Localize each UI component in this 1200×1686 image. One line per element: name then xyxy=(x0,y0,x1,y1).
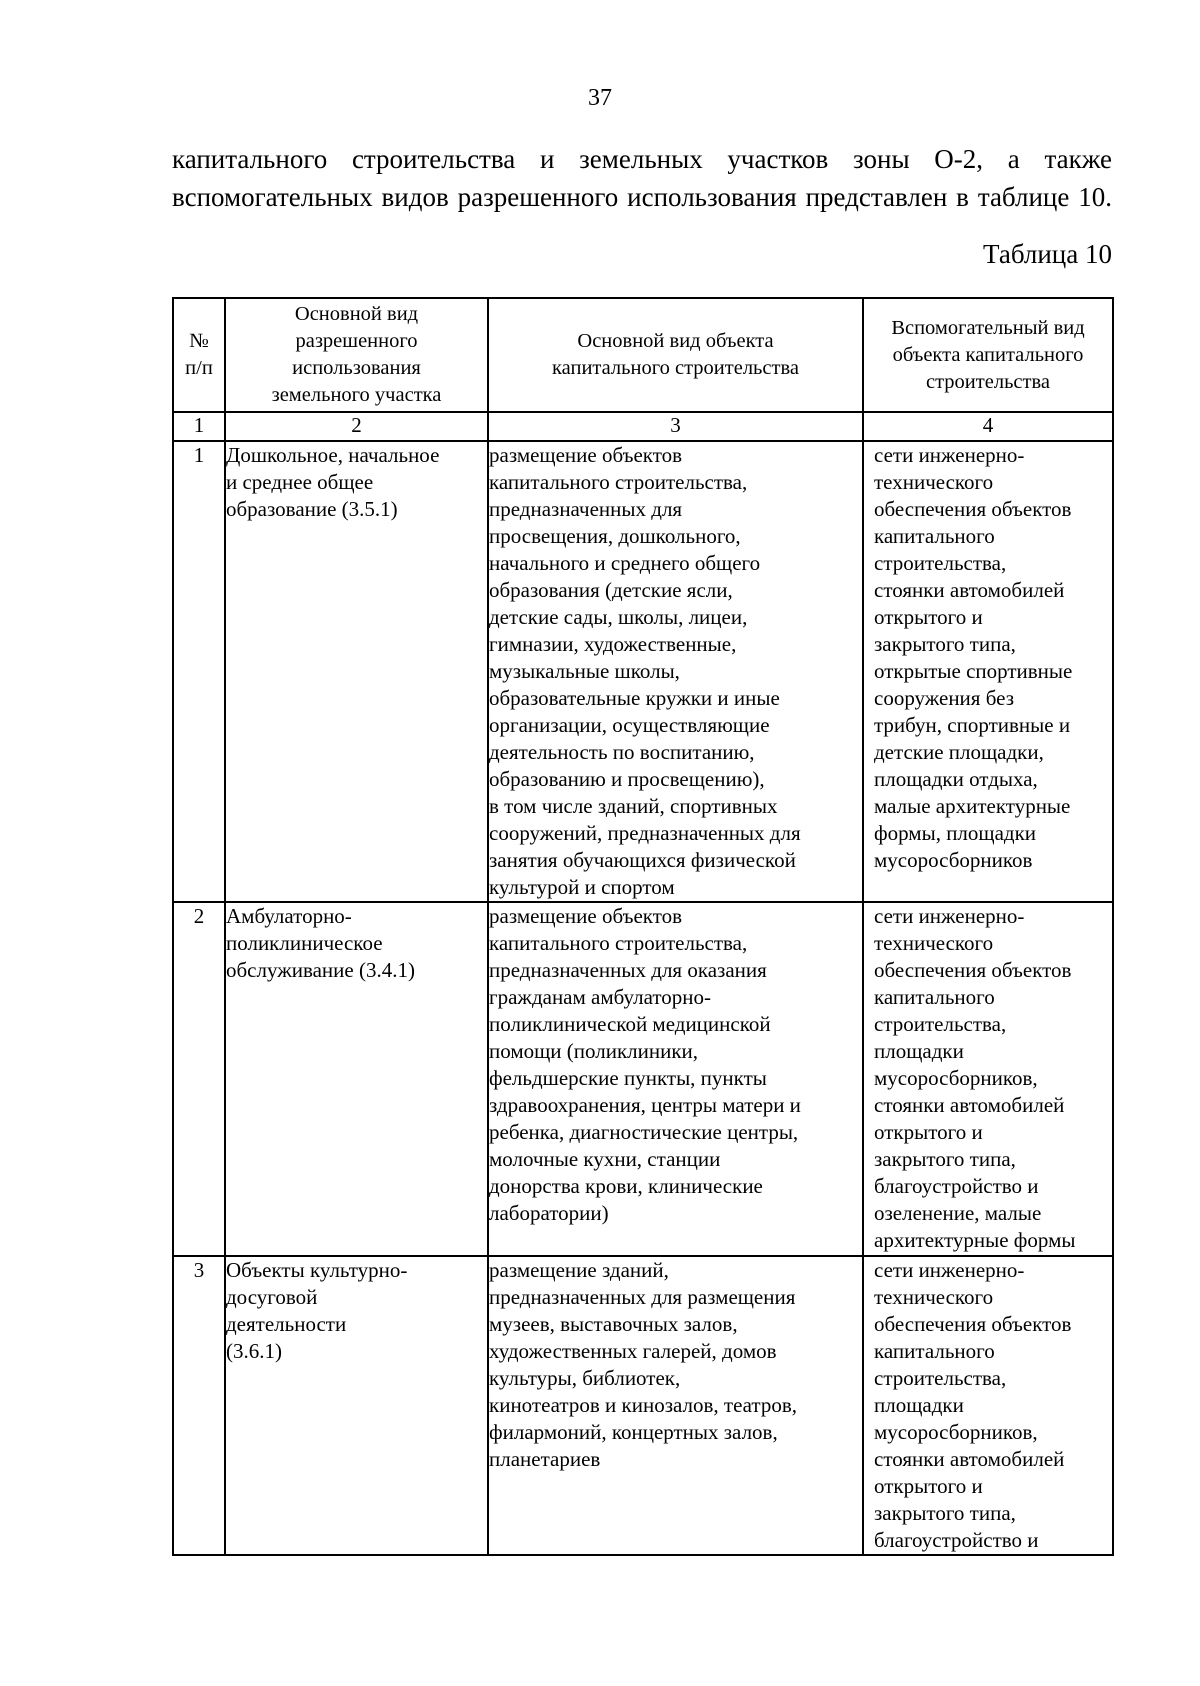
cell-text-line: мусоросборников, xyxy=(874,1420,1038,1444)
cell-text-line: молочные кухни, станции xyxy=(489,1147,721,1171)
cell-text-line: благоустройство и xyxy=(874,1174,1039,1198)
cell-text-line: разрешенного xyxy=(295,330,418,352)
cell-text-line: предназначенных для размещения xyxy=(489,1285,796,1309)
cell-text-line: технического xyxy=(874,470,994,494)
column-number-cell: 1 xyxy=(173,412,225,441)
cell-text-line: использования xyxy=(292,357,421,379)
cell-text-line: гимназии, художественные, xyxy=(489,632,737,656)
cell-text-line: обеспечения объектов xyxy=(874,1312,1072,1336)
cell-text-line: капитального строительства, xyxy=(489,470,748,494)
cell-text-line: открытые спортивные xyxy=(874,659,1073,683)
cell-text-line: размещение объектов xyxy=(489,904,683,928)
cell-text-line: обеспечения объектов xyxy=(874,497,1072,521)
cell-text-line: сети инженерно- xyxy=(874,443,1025,467)
cell-text-line: культурой и спортом xyxy=(489,875,675,899)
main-use-cell xyxy=(225,441,488,902)
cell-text-line: культуры, библиотек, xyxy=(489,1366,681,1390)
column-number-cell: 4 xyxy=(863,412,1113,441)
cell-text-line: размещение зданий, xyxy=(489,1258,669,1282)
cell-text-line: капитального строительства xyxy=(552,357,799,379)
cell-text-line: образование (3.5.1) xyxy=(226,497,398,521)
cell-text-line: Объекты культурно- xyxy=(226,1258,408,1282)
cell-text-line: помощи (поликлиники, xyxy=(489,1039,699,1063)
cell-text-line: трибун, спортивные и xyxy=(874,713,1071,737)
cell-text-line: капитального xyxy=(874,524,995,548)
cell-text-line: капитального xyxy=(874,1339,995,1363)
cell-text-line: сети инженерно- xyxy=(874,1258,1025,1282)
header-cell-number xyxy=(173,298,225,412)
cell-text-line: сооружения без xyxy=(874,686,1014,710)
cell-text-line: Основной вид объекта xyxy=(577,330,774,352)
cell-text-line: занятия обучающихся физической xyxy=(489,848,796,872)
header-cell-auxiliary xyxy=(863,298,1113,412)
cell-text-line: строительства xyxy=(926,370,1050,393)
table-row xyxy=(173,1256,1113,1555)
cell-text-line: технического xyxy=(874,931,994,955)
cell-text-line: объекта капитального xyxy=(892,343,1084,366)
cell-text-line: образованию и просвещению), xyxy=(489,767,765,791)
main-object-cell xyxy=(488,441,863,902)
cell-text-line: открытого и xyxy=(874,1120,983,1144)
cell-text-line: капитального xyxy=(874,985,995,1009)
intro-line: вспомогательных видов разрешенного использования представлен в таблице 10. xyxy=(172,182,1112,212)
cell-text-line: деятельности xyxy=(226,1312,347,1336)
cell-text-line: открытого и xyxy=(874,1474,983,1498)
cell-text-line: кинотеатров и кинозалов, театров, xyxy=(489,1393,798,1417)
cell-text-line: планетариев xyxy=(489,1447,601,1471)
cell-text-line: просвещения, дошкольного, xyxy=(489,524,741,548)
cell-text-line: в том числе зданий, спортивных xyxy=(489,794,778,818)
cell-text-line: площадки отдыха, xyxy=(874,767,1038,791)
main-use-cell xyxy=(225,1256,488,1555)
auxiliary-cell xyxy=(863,902,1113,1256)
cell-text-line: малые архитектурные xyxy=(874,794,1071,818)
cell-text-line: Основной вид xyxy=(294,303,419,325)
cell-text-line: площадки xyxy=(874,1393,964,1417)
intro-paragraph xyxy=(172,140,1112,216)
cell-text-line: донорства крови, клинические xyxy=(489,1174,763,1198)
cell-text-line: Амбулаторно- xyxy=(226,904,352,928)
cell-text-line: формы, площадки xyxy=(874,821,1037,845)
cell-text-line: гражданам амбулаторно- xyxy=(489,985,712,1009)
cell-text-line: п/п xyxy=(185,357,213,379)
main-object-cell xyxy=(488,902,863,1256)
cell-text-line: открытого и xyxy=(874,605,983,629)
cell-text-line: образовательные кружки и иные xyxy=(489,686,780,710)
cell-text-line: Дошкольное, начальное xyxy=(226,443,440,467)
auxiliary-cell xyxy=(863,441,1113,902)
page-number: 37 xyxy=(588,85,612,111)
cell-text-line: фельдшерские пункты, пункты xyxy=(489,1066,767,1090)
cell-text-line: поликлиническое xyxy=(226,931,383,955)
table-row xyxy=(173,902,1113,1256)
cell-text-line: сети инженерно- xyxy=(874,904,1025,928)
cell-text-line: музыкальные школы, xyxy=(489,659,680,683)
cell-text-line: площадки xyxy=(874,1039,964,1063)
row-number-cell: 3 xyxy=(173,1256,225,1555)
cell-text-line: организации, осуществляющие xyxy=(489,713,770,737)
cell-text-line: № xyxy=(189,330,209,352)
main-use-cell xyxy=(225,902,488,1256)
cell-text-line: (3.6.1) xyxy=(226,1339,282,1363)
row-number-cell: 1 xyxy=(173,441,225,902)
cell-text-line: филармоний, концертных залов, xyxy=(489,1420,778,1444)
table-header-row xyxy=(173,298,1113,412)
cell-text-line: обслуживание (3.4.1) xyxy=(226,958,415,982)
cell-text-line: закрытого типа, xyxy=(874,1147,1016,1171)
table-row xyxy=(173,441,1113,902)
header-cell-main-object xyxy=(488,298,863,412)
main-object-cell xyxy=(488,1256,863,1555)
row-number-cell: 2 xyxy=(173,902,225,1256)
cell-text-line: музеев, выставочных залов, xyxy=(489,1312,738,1336)
intro-line: капитального строительства и земельных участков зоны О-2, а также xyxy=(172,144,1112,174)
cell-text-line: лаборатории) xyxy=(489,1201,609,1225)
cell-text-line: образования (детские ясли, xyxy=(489,578,733,602)
column-number-cell: 3 xyxy=(488,412,863,441)
cell-text-line: детские площадки, xyxy=(874,740,1044,764)
cell-text-line: размещение объектов xyxy=(489,443,683,467)
auxiliary-cell xyxy=(863,1256,1113,1555)
cell-text-line: строительства, xyxy=(874,1012,1007,1036)
cell-text-line: предназначенных для оказания xyxy=(489,958,767,982)
cell-text-line: стоянки автомобилей xyxy=(874,1093,1065,1117)
cell-text-line: обеспечения объектов xyxy=(874,958,1072,982)
cell-text-line: здравоохранения, центры матери и xyxy=(489,1093,801,1117)
cell-text-line: Вспомогательный вид xyxy=(891,316,1085,339)
cell-text-line: мусоросборников xyxy=(874,848,1033,872)
cell-text-line: закрытого типа, xyxy=(874,632,1016,656)
cell-text-line: капитального строительства, xyxy=(489,931,748,955)
cell-text-line: досуговой xyxy=(226,1285,318,1309)
cell-text-line: строительства, xyxy=(874,551,1007,575)
cell-text-line: мусоросборников, xyxy=(874,1066,1038,1090)
cell-text-line: детские сады, школы, лицеи, xyxy=(489,605,748,629)
cell-text-line: земельного участка xyxy=(271,384,442,406)
cell-text-line: сооружений, предназначенных для xyxy=(489,821,801,845)
cell-text-line: технического xyxy=(874,1285,994,1309)
cell-text-line: благоустройство и xyxy=(874,1528,1039,1552)
column-number-cell: 2 xyxy=(225,412,488,441)
cell-text-line: стоянки автомобилей xyxy=(874,1447,1065,1471)
cell-text-line: озеленение, малые xyxy=(874,1201,1042,1225)
cell-text-line: закрытого типа, xyxy=(874,1501,1016,1525)
cell-text-line: предназначенных для xyxy=(489,497,683,521)
header-cell-main-use xyxy=(225,298,488,412)
cell-text-line: стоянки автомобилей xyxy=(874,578,1065,602)
land-use-table xyxy=(172,297,1114,1556)
cell-text-line: художественных галерей, домов xyxy=(489,1339,777,1363)
column-number-row xyxy=(173,412,1113,441)
cell-text-line: строительства, xyxy=(874,1366,1007,1390)
cell-text-line: деятельность по воспитанию, xyxy=(489,740,755,764)
cell-text-line: ребенка, диагностические центры, xyxy=(489,1120,799,1144)
table-caption: Таблица 10 xyxy=(983,239,1112,269)
cell-text-line: и среднее общее xyxy=(226,470,374,494)
cell-text-line: архитектурные формы xyxy=(874,1228,1076,1252)
cell-text-line: поликлинической медицинской xyxy=(489,1012,771,1036)
cell-text-line: начального и среднего общего xyxy=(489,551,761,575)
